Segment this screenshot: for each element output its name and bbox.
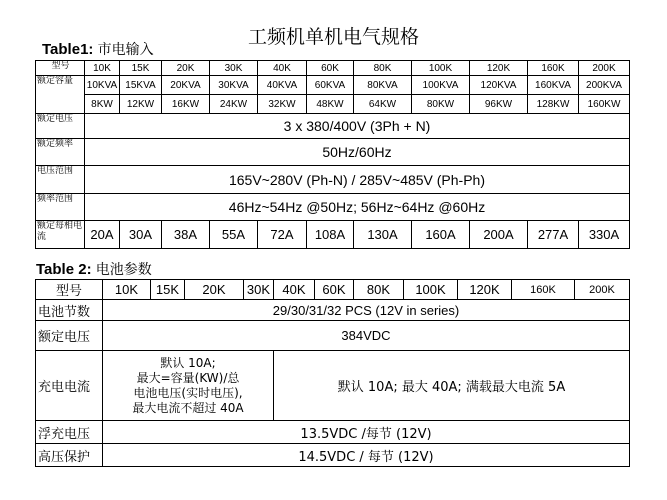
model-cell: 30K (210, 61, 258, 76)
table-row (36, 114, 630, 139)
table-row (36, 300, 630, 321)
kw-cell: 80KW (412, 95, 470, 114)
kw-cell: 32KW (258, 95, 307, 114)
table1-heading-title: 市电输入 (97, 42, 154, 58)
current-cell: 30A (120, 221, 162, 249)
table-row (36, 76, 630, 95)
kva-cell: 160KVA (528, 76, 579, 95)
model-cell: 200K (579, 61, 630, 76)
battery-cells-label: 电池节数 (36, 300, 103, 321)
current-cell: 20A (85, 221, 120, 249)
model-cell: 80K (354, 61, 412, 76)
model-cell: 20K (185, 280, 244, 300)
table1-heading (42, 39, 154, 59)
current-cell: 160A (412, 221, 470, 249)
model-cell: 200K (575, 280, 630, 300)
charge-line: 最大电流不超过 40A (132, 400, 244, 415)
high-voltage-protection-value: 14.5VDC / 每节 (12V) (103, 444, 630, 467)
kw-cell: 96KW (470, 95, 528, 114)
charge-line: 默认 10A; (160, 355, 216, 370)
table-row (36, 321, 630, 351)
charge-current-large-models: 默认 10A; 最大 40A; 满载最大电流 5A (274, 351, 630, 421)
model-cell: 160K (528, 61, 579, 76)
kva-cell: 40KVA (258, 76, 307, 95)
model-cell: 60K (307, 61, 354, 76)
kw-cell: 12KW (120, 95, 162, 114)
voltage-range-label: 电压范围 (36, 166, 85, 194)
table-row (36, 61, 630, 76)
current-cell: 108A (307, 221, 354, 249)
model-label: 型号 (36, 280, 103, 300)
rated-voltage-label: 额定电压 (36, 321, 103, 351)
model-cell: 10K (85, 61, 120, 76)
kw-cell: 8KW (85, 95, 120, 114)
model-cell: 40K (274, 280, 315, 300)
model-cell: 20K (162, 61, 210, 76)
capacity-label: 额定容量 (36, 76, 85, 114)
table2-heading-title: 电池参数 (95, 262, 152, 278)
rated-voltage-value: 3 x 380/400V (3Ph + N) (85, 114, 630, 139)
current-cell: 55A (210, 221, 258, 249)
kva-cell: 60KVA (307, 76, 354, 95)
phase-current-label: 额定每相电流 (36, 221, 85, 249)
charge-line: 最大=容量(KW)/总 (136, 370, 240, 385)
voltage-range-value: 165V~280V (Ph-N) / 285V~485V (Ph-Ph) (85, 166, 630, 194)
float-voltage-label: 浮充电压 (36, 421, 103, 444)
table-row (36, 139, 630, 166)
table-row (36, 221, 630, 249)
kw-cell: 48KW (307, 95, 354, 114)
table-row (36, 280, 630, 300)
current-cell: 72A (258, 221, 307, 249)
current-cell: 330A (579, 221, 630, 249)
table-row (36, 444, 630, 467)
kw-cell: 16KW (162, 95, 210, 114)
model-cell: 10K (103, 280, 151, 300)
kw-cell: 64KW (354, 95, 412, 114)
mains-input-table (35, 60, 630, 249)
model-cell: 120K (470, 61, 528, 76)
float-voltage-value: 13.5VDC /每节 (12V) (103, 421, 630, 444)
model-cell: 80K (354, 280, 404, 300)
kva-cell: 30KVA (210, 76, 258, 95)
model-cell: 120K (458, 280, 512, 300)
table2-heading (36, 259, 152, 279)
page-title: 工频机单机电气规格 (247, 26, 419, 48)
rated-frequency-value: 50Hz/60Hz (85, 139, 630, 166)
kw-cell: 128KW (528, 95, 579, 114)
model-cell: 15K (151, 280, 185, 300)
current-cell: 130A (354, 221, 412, 249)
charge-current-small-models (103, 351, 274, 421)
table1-heading-label: Table1: (42, 41, 94, 58)
table-row (36, 166, 630, 194)
model-cell: 100K (412, 61, 470, 76)
charge-current-label: 充电电流 (36, 351, 103, 421)
kva-cell: 20KVA (162, 76, 210, 95)
frequency-range-value: 46Hz~54Hz @50Hz; 56Hz~64Hz @60Hz (85, 194, 630, 221)
kva-cell: 10KVA (85, 76, 120, 95)
table-row (36, 351, 630, 421)
battery-parameters-table (35, 279, 630, 467)
table2-heading-label: Table 2: (36, 261, 92, 278)
model-cell: 100K (404, 280, 458, 300)
kw-cell: 160KW (579, 95, 630, 114)
battery-cells-value: 29/30/31/32 PCS (12V in series) (103, 300, 630, 321)
rated-voltage-label: 额定电压 (36, 114, 85, 139)
current-cell: 277A (528, 221, 579, 249)
current-cell: 200A (470, 221, 528, 249)
current-cell: 38A (162, 221, 210, 249)
table-row (36, 95, 630, 114)
high-voltage-protection-label: 高压保护 (36, 444, 103, 467)
model-cell: 40K (258, 61, 307, 76)
charge-line: 电池电压(实时电压), (133, 385, 243, 400)
rated-voltage-value: 384VDC (103, 321, 630, 351)
table-row (36, 421, 630, 444)
kva-cell: 100KVA (412, 76, 470, 95)
model-cell: 15K (120, 61, 162, 76)
kva-cell: 15KVA (120, 76, 162, 95)
kva-cell: 200KVA (579, 76, 630, 95)
model-cell: 160K (512, 280, 575, 300)
rated-frequency-label: 额定频率 (36, 139, 85, 166)
model-cell: 60K (315, 280, 354, 300)
kva-cell: 120KVA (470, 76, 528, 95)
model-cell: 30K (244, 280, 274, 300)
kva-cell: 80KVA (354, 76, 412, 95)
table-row (36, 194, 630, 221)
frequency-range-label: 频率范围 (36, 194, 85, 221)
model-label: 型号 (36, 61, 85, 76)
kw-cell: 24KW (210, 95, 258, 114)
